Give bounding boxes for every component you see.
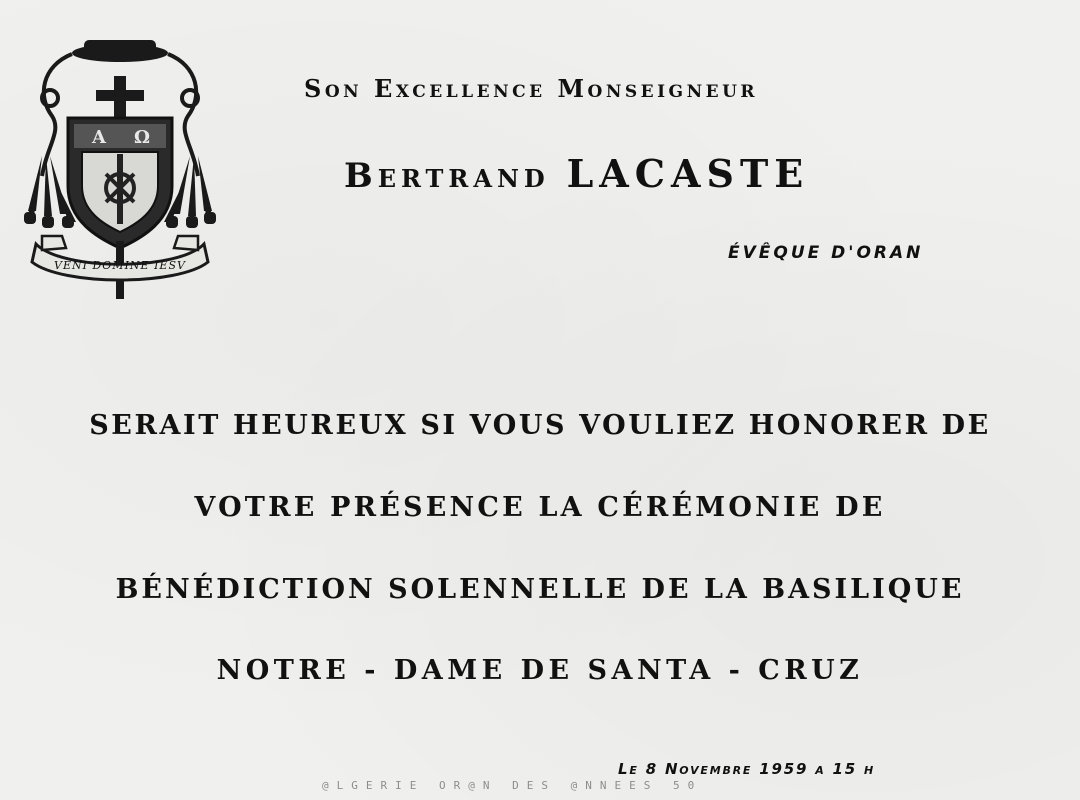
crest-motto: VENI DOMINE IESV: [54, 259, 186, 272]
svg-text:A: A: [92, 127, 106, 148]
bishop-name: [344, 151, 809, 196]
ceremony-date: Le 8 Novembre 1959 a 15 h: [618, 760, 876, 778]
bishop-office: ÉVÊQUE D'ORAN: [728, 243, 924, 263]
invitation-line-3: BÉNÉDICTION SOLENNELLE DE LA BASILIQUE: [115, 574, 965, 605]
svg-text:Ω: Ω: [134, 127, 151, 148]
bishop-first-name: Bertrand: [344, 156, 550, 196]
episcopal-coat-of-arms-icon: [22, 36, 218, 306]
bishop-last-name: LACASTE: [566, 151, 810, 196]
invitation-line-1: SERAIT HEUREUX SI VOUS VOULIEZ HONORER DE: [89, 410, 991, 441]
watermark: @LGERIE OR@N DES @NNEES 50: [322, 779, 703, 792]
invitation-line-2: VOTRE PRÉSENCE LA CÉRÉMONIE DE: [194, 492, 886, 523]
honorific-title: Son Excellence Monseigneur: [304, 74, 759, 103]
invitation-line-4: NOTRE - DAME DE SANTA - CRUZ: [216, 655, 864, 686]
